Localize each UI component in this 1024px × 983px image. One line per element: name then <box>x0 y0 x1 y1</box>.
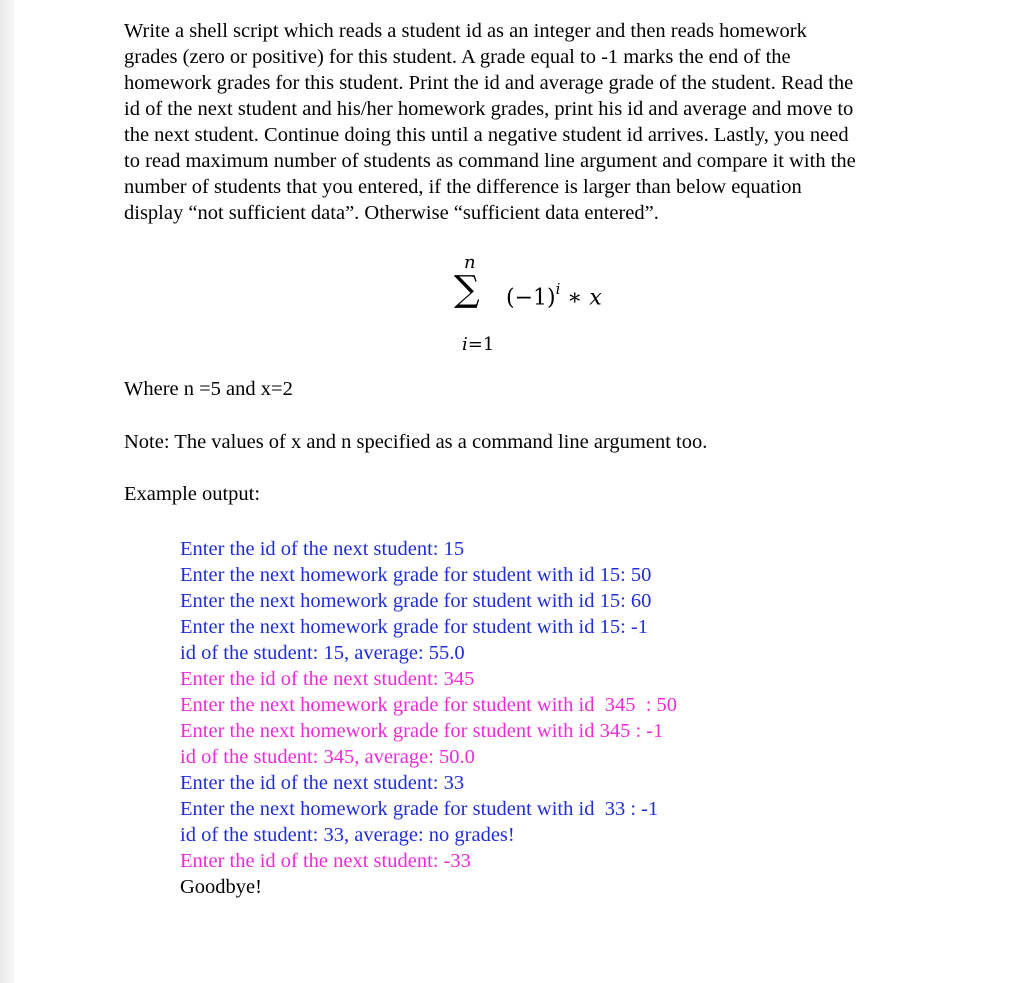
equation-term <box>506 282 602 310</box>
output-line: id of the student: 33, average: no grades! <box>180 824 515 846</box>
output-line: Enter the next homework grade for student with id 345 : 50 <box>180 694 678 716</box>
output-line: Enter the id of the next student: -33 <box>180 850 471 872</box>
equation-operator: ∗ <box>560 285 590 311</box>
output-line: Enter the id of the next student: 345 <box>180 668 475 690</box>
sigma-symbol: ∑ <box>454 269 480 310</box>
equation-upper-limit: n <box>464 252 476 273</box>
output-line: id of the student: 15, average: 55.0 <box>180 642 465 664</box>
output-line: Enter the next homework grade for student with id 15: -1 <box>180 616 648 638</box>
output-line: Enter the id of the next student: 33 <box>180 772 465 794</box>
output-line: Enter the next homework grade for student with id 15: 50 <box>180 564 652 586</box>
problem-line: Write a shell script which reads a student id as an integer and then reads homework <box>124 20 807 42</box>
where-line: Where n =5 and x=2 <box>124 378 293 400</box>
equation-base: (−1) <box>506 285 556 311</box>
problem-line: homework grades for this student. Print the id and average grade of the student. Read the <box>124 72 854 94</box>
note-line: Note: The values of x and n specified as a command line argument too. <box>124 431 708 453</box>
problem-line: to read maximum number of students as command line argument and compare it with the <box>124 150 856 172</box>
output-line: Enter the id of the next student: 15 <box>180 538 465 560</box>
equation-lower-limit <box>462 334 494 355</box>
problem-line: id of the next student and his/her homework grades, print his id and average and move to <box>124 98 854 120</box>
output-line: Enter the next homework grade for student with id 15: 60 <box>180 590 652 612</box>
equation-variable: x <box>589 285 602 311</box>
problem-line: grades (zero or positive) for this student. A grade equal to -1 marks the end of the <box>124 46 791 68</box>
equation-lower-var: i <box>462 334 468 355</box>
summation-equation <box>454 252 674 362</box>
page-edge-shadow <box>0 0 14 983</box>
problem-line: the next student. Continue doing this until a negative student id arrives. Lastly, you need <box>124 124 849 146</box>
example-output <box>180 536 677 900</box>
equation-exponent: i <box>555 280 561 298</box>
problem-statement <box>124 18 944 226</box>
problem-line: number of students that you entered, if the difference is larger than below equation <box>124 176 802 198</box>
example-label: Example output: <box>124 483 261 505</box>
output-line: Enter the next homework grade for student with id 33 : -1 <box>180 798 659 820</box>
output-line: id of the student: 345, average: 50.0 <box>180 746 475 768</box>
problem-line: display “not sufficient data”. Otherwise “sufficient data entered”. <box>124 202 659 224</box>
output-line: Enter the next homework grade for student with id 345 : -1 <box>180 720 664 742</box>
output-line: Goodbye! <box>180 876 262 898</box>
equation-lower-value: =1 <box>467 334 495 355</box>
